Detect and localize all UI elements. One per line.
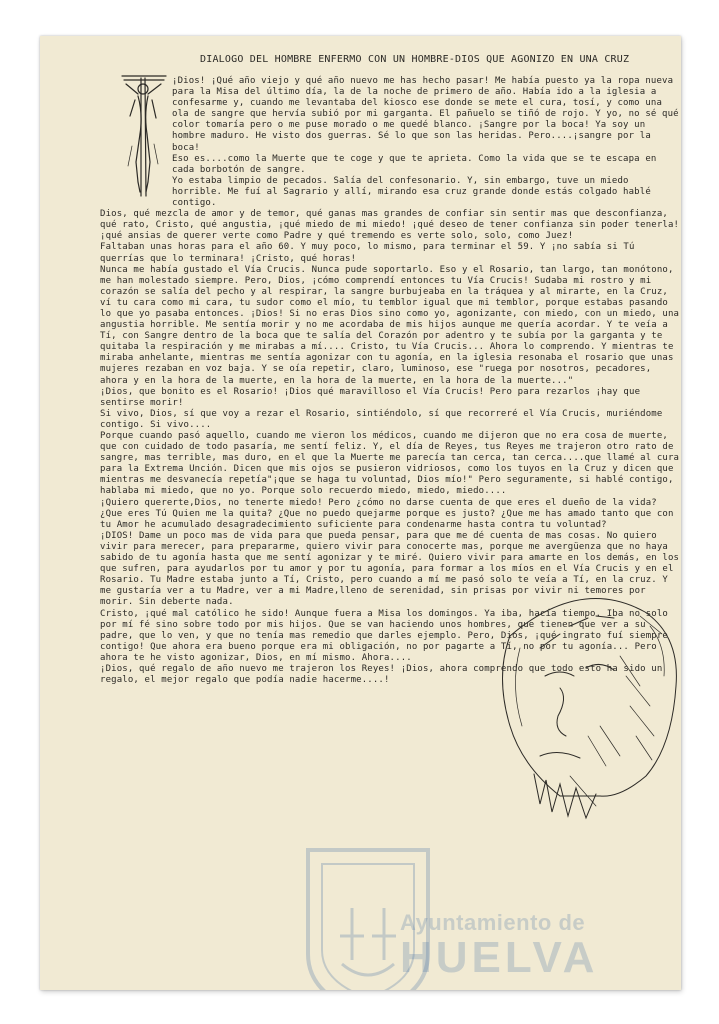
paragraph: ¡Quiero quererte,Dios, no tenerte miedo! Pero ¿cómo no darse cuenta de que eres el dueño de la vida? ¿Que eres Tú Quien me la quita? ¿Que no puedo quejarme porque es justo? ¿Que me has amado tanto que con tu Amor he acumulado desagradecimiento suficiente para condenarme hasta contra tu voluntad?: [100, 497, 674, 530]
document-title: DIALOGO DEL HOMBRE ENFERMO CON UN HOMBRE-DIOS QUE AGONIZO EN UNA CRUZ: [200, 54, 630, 65]
paragraph: ¡Dios! ¡Qué año viejo y qué año nuevo me has hecho pasar! Me había puesto ya la ropa nueva para la Misa del último día, la de la noche de primero de año. Había ido a la iglesia a confesarme y, cuando me levantaba del kiosco ese donde se mete el cura, tosí, y como una ola de sangre que hervía subió por mi garganta. El pañuelo se tiñó de rojo. Y yo, no sé qué color tomaría pero o me puse morado o me quedé blanco. ¡Sangre por la boca! Ya soy un hombre maduro. He visto dos guerras. Sé lo que son las heridas. Pero....¡sangre por la boca!: [172, 76, 679, 153]
document-sheet: [40, 36, 681, 990]
paragraph: ¡Dios, que bonito es el Rosario! ¡Dios qué maravilloso el Vía Crucis! Pero para rezarlos ¡hay que sentirse morir!: [100, 386, 641, 408]
ayuntamiento-watermark: [400, 910, 598, 980]
paragraph: ¡DIOS! Dame un poco mas de vida para que pueda pensar, para que me dé cuenta de mas cosas. No quiero vivir para merecer, para prepararme, quiero vivir para conocerte mas, porque me avergüenza que no haya sabido de tu agonía hasta que me sentí agonizar y te miré. Quiero vivir para amarte en los demás, en los que sufren, para ayudarlos por tu amor y por tu agonía, para formar a los míos en el Vía Crucis y en el Rosario. Tu Madre estaba junto a Tí, Cristo, pero cuando a mí me pasó solo te veía a Tí, en la cruz. Y me gustaría ver a tu Madre, ver a mi Madre,lleno de serenidad, sin prisas por vivir ni temores por morir. Sin deberte nada.: [100, 530, 680, 608]
watermark-line-2: HUELVA: [400, 933, 599, 982]
document-body: [100, 76, 680, 686]
watermark-line-1: Ayuntamiento de: [400, 910, 586, 935]
paragraph: Si vivo, Dios, sí que voy a rezar el Rosario, sintiéndolo, sí que recorreré el Vía Crucis, muriéndome contigo. Si vivo....: [100, 408, 663, 430]
paragraph: Porque cuando pasó aquello, cuando me vieron los médicos, cuando me dijeron que no era cosa de muerte, que con cuidado de todo pasaría, me sentí feliz. Y, el día de Reyes, tus Reyes me trajeron otro rato de sangre, mas terrible, mas duro, en el que la Muerte me parecía tan cerca, tan cerca....que llamé al cura para la Extrema Unción. Dicen que mis ojos se pusieron vidriosos, como los tuyos en la Cruz y dicen que mientras me desvanecía repetía"¡que se haga tu voluntad, Dios mío!" Pero seguramente, si hablé contigo, hablaba mi miedo, que no yo. Porque solo recuerdo miedo, miedo, miedo....: [100, 431, 680, 497]
paragraph: Nunca me había gustado el Vía Crucis. Nunca pude soportarlo. Eso y el Rosario, tan largo, tan monótono, me han molestado siempre. Pero, Dios, ¡cómo comprendí entonces tu Vía Crucis! Sudaba mi rostro y mi corazón se salía del pecho y al respirar, la sangre burbujeaba en la tráquea y al mirarte, en la Cruz, ví tu cara como mi cara, tu sudor como el mío, tu temblor igual que mi temblor, porque estabas pasando lo que yo pasaba entonces. ¡Dios! Si no eras Dios sino como yo, agonizante, con miedo, con un miedo, una angustia horrible. Me sentía morir y no me acordaba de mis hijos aunque me quería acordar. Y te veía a Tí, con Sangre dentro de la boca que te salía del Corazón por adentro y te subía por la garganta y te quitaba la respiración y me mirabas a mí.... Cristo, tu Vía Crucis... Ahora lo comprendo. Y mientras te miraba anhelante, mientras me sentía agonizar con tu agonía, en la iglesia resonaba el rosario que unas mujeres rezaban en voz baja. Y se oía repetir, claro, luminoso, ese "ruega por nosotros, pecadores, ahora y en la hora de la muerte, en la hora de la muerte, en la hora de la muerte...": [100, 264, 680, 386]
paragraph: Cristo, ¡qué mal católico he sido! Aunque fuera a Misa los domingos. Ya iba, hacía tiempo. Iba no solo por mí fé sino sobre todo por mis hijos. Que se van haciendo unos hombres, que tienen que ver a su padre, que lo ven, y que no tenía mas remedio que darles ejemplo. Pero, Dios, ¡qué ingrato fuí siempre contigo! Que ahora era bueno porque era mi obligación, no por pagarte a Tí, no por tu agonía... Pero ahora te he visto agonizar, Dios, en mí mismo. Ahora....: [100, 608, 668, 663]
paragraph: Dios, qué mezcla de amor y de temor, qué ganas mas grandes de confiar sin sentir mas que desconfianza, qué rato, Cristo, qué angustia, ¡qué miedo de mi miedo! ¡qué deseo de tener confianza sin poder tenerla! ¡qué ansias de querer verte como Padre y qué tremendo es verte solo, solo, como Juez!: [100, 209, 680, 242]
paragraph: ¡Dios, qué regalo de año nuevo me trajeron los Reyes! ¡Dios, ahora comprendo que todo esto ha sido un regalo, el mejor regalo que podía nadie hacerme....!: [100, 663, 663, 686]
paragraph: Eso es....como la Muerte que te coge y que te aprieta. Como la vida que se te escapa en cada borbotón de sangre.: [172, 153, 657, 175]
paragraph: Faltaban unas horas para el año 60. Y muy poco, lo mismo, para terminar el 59. Y ¡no sabía si Tú querrías que lo terminara! ¡Cristo, qué horas!: [100, 242, 635, 264]
paragraph: Yo estaba limpio de pecados. Salía del confesonario. Y, sin embargo, tuve un miedo horrible. Me fuí al Sagrario y allí, mirando esa cruz grande donde estás colgado hablé contigo.: [172, 175, 651, 209]
